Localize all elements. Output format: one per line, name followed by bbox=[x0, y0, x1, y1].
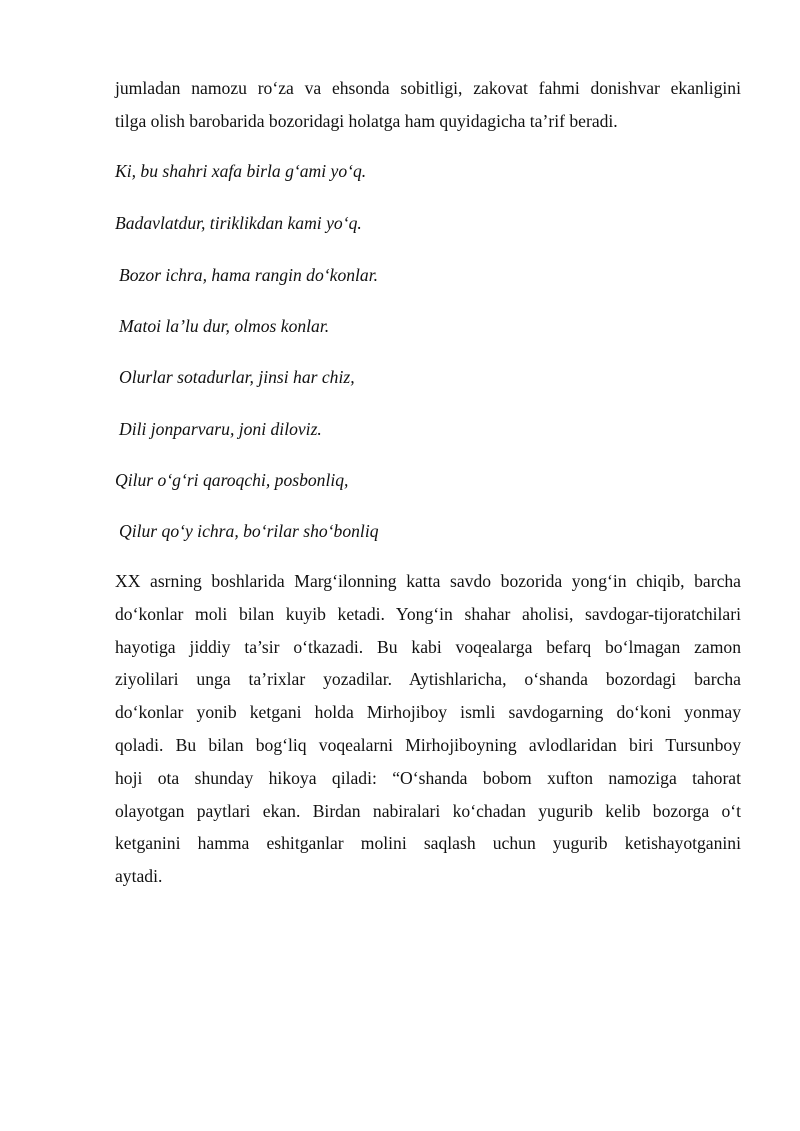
poem-line-7: Qilur o‘g‘ri qaroqchi, posbonliq, bbox=[115, 470, 349, 490]
intro-line-1: jumladan namozu ro‘za va ehsonda sobitligi, zakovat fahmi donishvar ekanligini bbox=[115, 78, 741, 98]
body-line-2: do‘konlar moli bilan kuyib ketadi. Yong‘in shahar aholisi, savdogar-tijoratchilari bbox=[115, 603, 741, 624]
body-line-7: hoji ota shunday hikoya qiladi: “O‘shanda bobom xufton namoziga tahorat bbox=[115, 767, 741, 788]
body-line-4: ziyolilari unga ta’rixlar yozadilar. Aytishlaricha, o‘shanda bozordagi barcha bbox=[115, 669, 741, 690]
body-line-10: aytadi. bbox=[115, 866, 163, 887]
poem-line-2: Badavlatdur, tiriklikdan kami yo‘q. bbox=[115, 213, 362, 233]
poem-line-8: Qilur qo‘y ichra, bo‘rilar sho‘bonliq bbox=[119, 521, 379, 541]
poem-line-3: Bozor ichra, hama rangin do‘konlar. bbox=[119, 265, 379, 285]
intro-line-2: tilga olish barobarida bozoridagi holatga ham quyidagicha ta’rif beradi. bbox=[115, 110, 618, 131]
body-line-6: qoladi. Bu bilan bog‘liq voqealarni Mirhojiboyning avlodlaridan biri Tursunboy bbox=[115, 734, 741, 755]
body-line-5: do‘konlar yonib ketgani holda Mirhojiboy ismli savdogarning do‘koni yonmay bbox=[115, 702, 741, 723]
body-line-3: hayotiga jiddiy ta’sir o‘tkazadi. Bu kabi voqealarga befarq bo‘lmagan zamon bbox=[115, 636, 741, 657]
intro-paragraph bbox=[115, 72, 741, 138]
body-line-1: XX asrning boshlarida Marg‘ilonning katta savdo bozorida yong‘in chiqib, barcha bbox=[115, 571, 741, 591]
poem-line-1: Ki, bu shahri xafa birla g‘ami yo‘q. bbox=[115, 161, 367, 181]
body-line-9: ketganini hamma eshitganlar molini saqlash uchun yugurib ketishayotganini bbox=[115, 833, 741, 854]
body-paragraph bbox=[115, 565, 741, 893]
poem-line-6: Dili jonparvaru, joni diloviz. bbox=[119, 419, 322, 439]
poem-line-5: Olurlar sotadurlar, jinsi har chiz, bbox=[119, 367, 355, 387]
body-line-8: olayotgan paytlari ekan. Birdan nabiralari ko‘chadan yugurib kelib bozorga o‘t bbox=[115, 800, 741, 821]
poem-line-4: Matoi la’lu dur, olmos konlar. bbox=[119, 316, 330, 336]
